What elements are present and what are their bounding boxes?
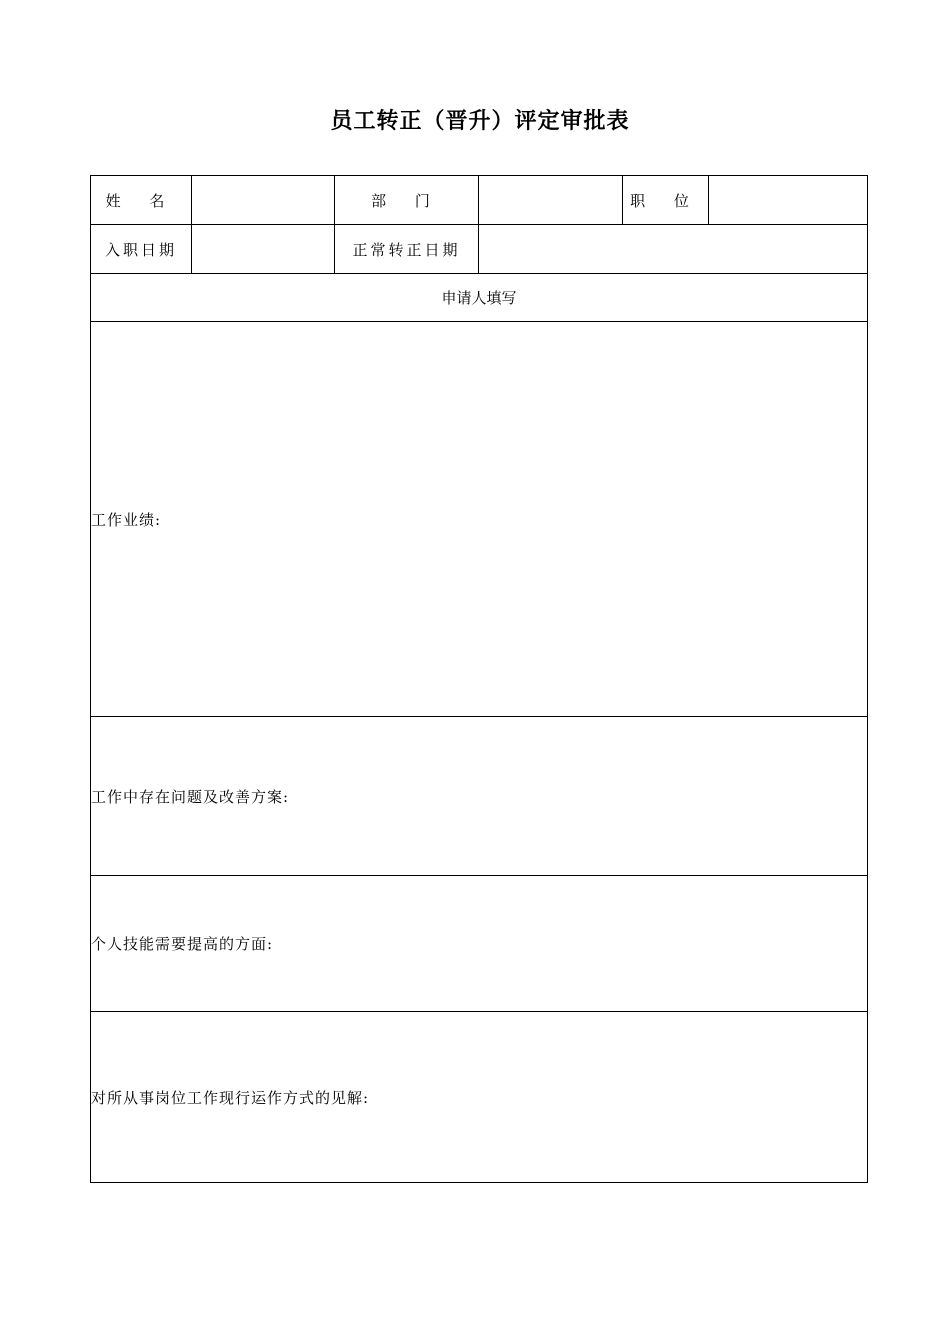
form-row-performance bbox=[91, 322, 868, 717]
skills-field[interactable] bbox=[91, 876, 868, 1012]
form-row-opinion bbox=[91, 1012, 868, 1183]
regular-date-label: 正常转正日期 bbox=[335, 225, 479, 274]
hire-date-field[interactable] bbox=[192, 225, 335, 274]
name-label: 姓 名 bbox=[91, 176, 192, 225]
applicant-section-header: 申请人填写 bbox=[91, 274, 868, 322]
position-field[interactable] bbox=[709, 176, 868, 225]
form-row-skills bbox=[91, 876, 868, 1012]
form-title: 员工转正（晋升）评定审批表 bbox=[330, 109, 630, 134]
performance-label: 工作业绩: bbox=[91, 510, 162, 529]
form-row-basic-info bbox=[91, 176, 868, 225]
hire-date-label: 入职日期 bbox=[91, 225, 192, 274]
opinion-field[interactable] bbox=[91, 1012, 868, 1183]
performance-field[interactable] bbox=[91, 322, 868, 717]
issues-label: 工作中存在问题及改善方案: bbox=[91, 787, 290, 806]
department-field[interactable] bbox=[479, 176, 623, 225]
department-label: 部 门 bbox=[335, 176, 479, 225]
position-label: 职 位 bbox=[623, 176, 709, 225]
regular-date-field[interactable] bbox=[479, 225, 868, 274]
name-field[interactable] bbox=[192, 176, 335, 225]
approval-form-table bbox=[90, 175, 868, 1183]
issues-field[interactable] bbox=[91, 717, 868, 876]
skills-label: 个人技能需要提高的方面: bbox=[91, 935, 274, 953]
opinion-label: 对所从事岗位工作现行运作方式的见解: bbox=[91, 1088, 370, 1107]
form-row-issues bbox=[91, 717, 868, 876]
form-row-dates bbox=[91, 225, 868, 274]
form-row-section-header bbox=[91, 274, 868, 322]
